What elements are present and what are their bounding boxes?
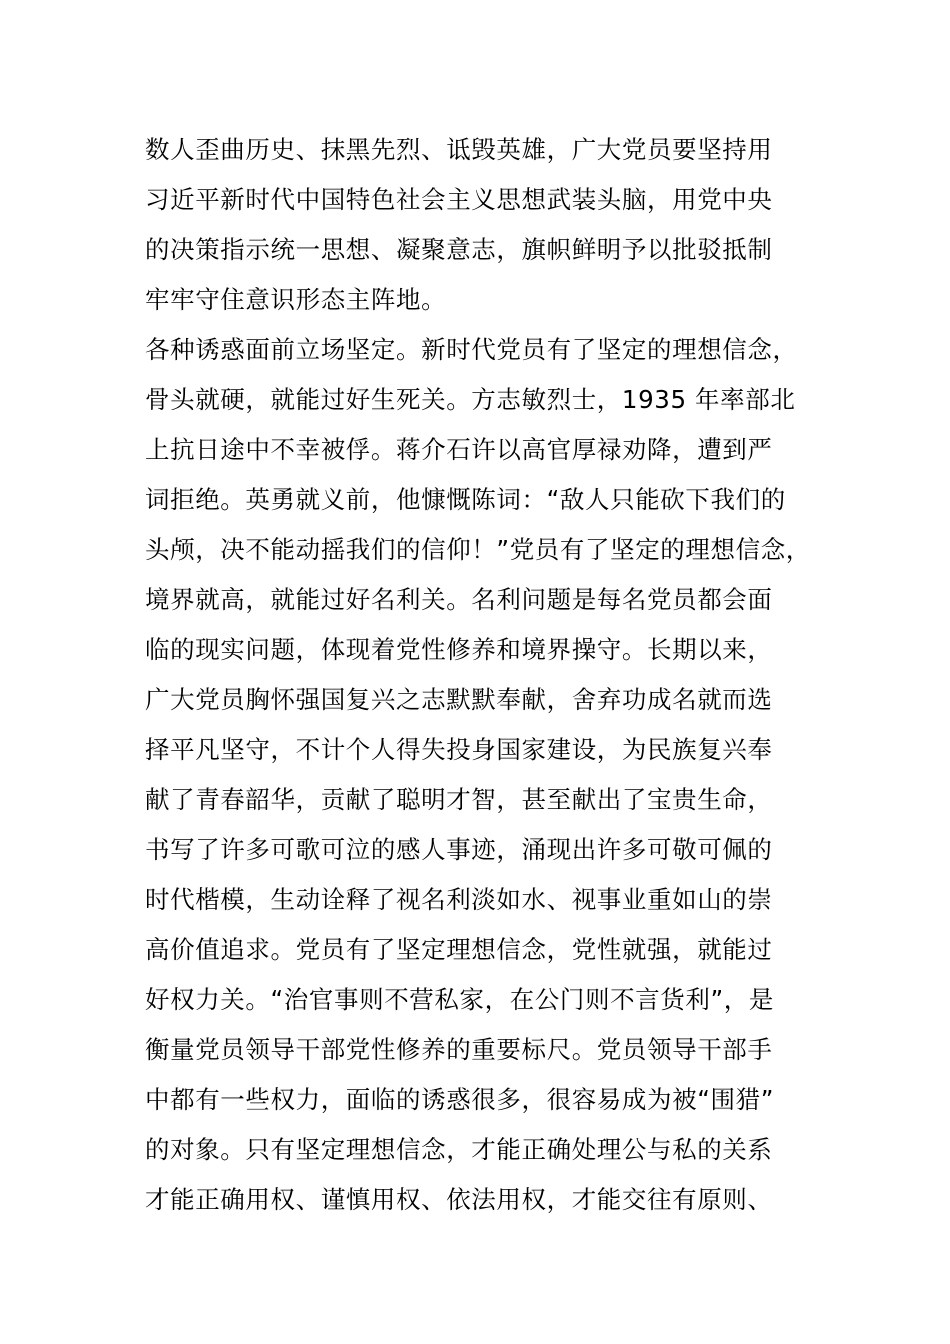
text-line: 的对象。只有坚定理想信念，才能正确处理公与私的关系 (145, 1135, 773, 1164)
text-line: 词拒绝。英勇就义前，他慷慨陈词：“敌人只能砍下我们的 (145, 485, 786, 514)
text-line: 高价值追求。党员有了坚定理想信念，党性就强，就能过 (145, 935, 773, 964)
text-line: 择平凡坚守，不计个人得失投身国家建设，为民族复兴奉 (145, 735, 773, 764)
text-line: 好权力关。“治官事则不营私家，在公门则不言货利”，是 (145, 985, 774, 1014)
text-line: 衡量党员领导干部党性修养的重要标尺。党员领导干部手 (145, 1035, 773, 1064)
text-line: 书写了许多可歌可泣的感人事迹，涌现出许多可敬可佩的 (145, 835, 773, 864)
text-line: 上抗日途中不幸被俘。蒋介石许以高官厚禄劝降，遭到严 (145, 435, 773, 464)
text-line: 临的现实问题，体现着党性修养和境界操守。长期以来， (145, 635, 773, 664)
text-line: 中都有一些权力，面临的诱惑很多，很容易成为被“围猎” (145, 1085, 774, 1114)
text-line: 才能正确用权、谨慎用权、依法用权，才能交往有原则、 (145, 1185, 773, 1214)
text-line: 各种诱惑面前立场坚定。新时代党员有了坚定的理想信念， (145, 335, 798, 364)
text-line: 时代楷模，生动诠释了视名利淡如水、视事业重如山的崇 (145, 885, 773, 914)
text-line: 境界就高，就能过好名利关。名利问题是每名党员都会面 (145, 585, 773, 614)
text-line: 习近平新时代中国特色社会主义思想武装头脑，用党中央 (145, 185, 773, 214)
text-line: 广大党员胸怀强国复兴之志默默奉献，舍弃功成名就而选 (145, 685, 773, 714)
text-line: 头颅，决不能动摇我们的信仰！”党员有了坚定的理想信念， (145, 535, 811, 564)
text-line: 献了青春韶华，贡献了聪明才智，甚至献出了宝贵生命， (145, 785, 773, 814)
text-line: 的决策指示统一思想、凝聚意志，旗帜鲜明予以批驳抵制 (145, 235, 773, 264)
text-line: 骨头就硬，就能过好生死关。方志敏烈士，1935 年率部北 (145, 385, 796, 414)
text-line: 数人歪曲历史、抹黑先烈、诋毁英雄，广大党员要坚持用 (145, 135, 773, 164)
text-line: 牢牢守住意识形态主阵地。 (145, 285, 447, 314)
